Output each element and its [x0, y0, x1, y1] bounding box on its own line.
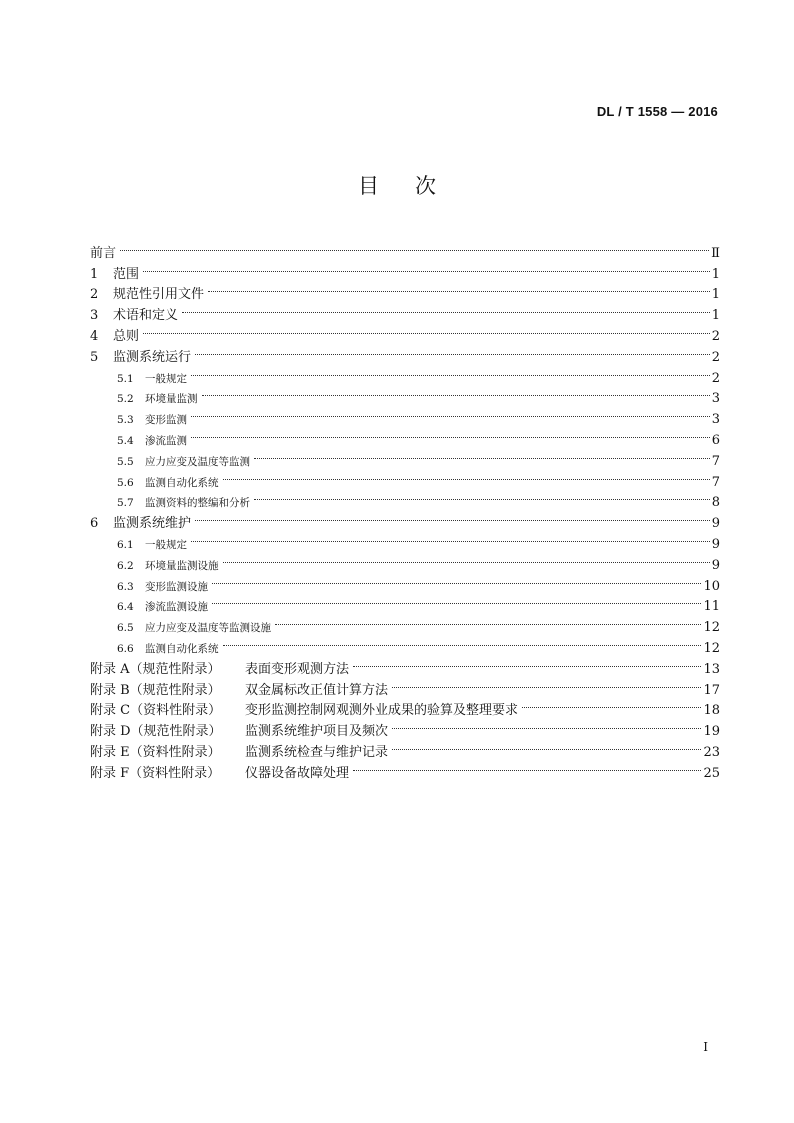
toc-entry-title: 渗流监测	[145, 434, 187, 447]
toc-entry-page: 3	[711, 391, 720, 407]
toc-entry-number: 6.6	[117, 642, 134, 655]
toc-entry-page: Ⅱ	[711, 245, 720, 261]
toc-entry-page: 1	[711, 266, 720, 282]
dot-leader	[252, 444, 710, 465]
toc-entry[interactable]	[90, 340, 720, 365]
toc-entry-title: 监测系统维护项目及频次	[245, 724, 389, 740]
toc-entry-page: 19	[703, 724, 720, 740]
appendix-label: 附录 D（规范性附录）	[90, 724, 222, 740]
toc-entry-title: 变形监测控制网观测外业成果的验算及整理要求	[245, 703, 519, 719]
toc-entry-page: 6	[711, 432, 720, 448]
toc-entry-page: 2	[711, 328, 720, 344]
toc-entry-page: 2	[711, 349, 720, 365]
toc-entry-number: 5.2	[117, 393, 134, 406]
appendix-label: 附录 E（资料性附录）	[90, 744, 221, 760]
dot-leader	[193, 506, 710, 527]
toc-entry-foreword[interactable]	[90, 236, 720, 261]
dot-leader	[210, 569, 701, 590]
toc-entry-title: 渗流监测设施	[145, 601, 208, 614]
toc-entry-number: 6.5	[117, 622, 134, 635]
toc-entry-page: 11	[703, 599, 720, 615]
toc-entry-number: 6	[90, 516, 99, 532]
dot-leader	[141, 257, 710, 278]
toc-entry-page: 7	[711, 474, 720, 490]
toc-entry-page: 10	[703, 578, 720, 594]
toc-entry-number: 1	[90, 266, 99, 282]
toc-entry-number: 5.7	[117, 497, 134, 510]
toc-entry-title: 应力应变及温度等监测	[145, 455, 250, 468]
toc-entry-number: 4	[90, 328, 99, 344]
appendix-label: 附录 C（资料性附录）	[90, 703, 222, 719]
toc-entry-page: 9	[711, 536, 720, 552]
toc-entry-title: 总则	[113, 328, 140, 344]
toc-entry-page: 3	[711, 412, 720, 428]
toc-entry-number: 2	[90, 287, 99, 303]
toc-entry-title: 监测系统维护	[113, 516, 192, 532]
appendix-label: 附录 B（规范性附录）	[90, 682, 221, 698]
toc-entry-title: 监测系统运行	[113, 349, 192, 365]
table-of-contents	[90, 236, 720, 781]
toc-entry-page: 7	[711, 453, 720, 469]
toc-entry-title: 变形监测	[145, 414, 187, 427]
toc-entry-title: 变形监测设施	[145, 580, 208, 593]
page-title: 目次	[358, 174, 472, 198]
dot-leader	[189, 423, 710, 444]
toc-entry-page: 2	[711, 370, 720, 386]
toc-entry[interactable]	[90, 298, 720, 324]
toc-entry-page: 12	[703, 640, 720, 656]
dot-leader	[193, 340, 710, 361]
toc-entry-title: 监测系统检查与维护记录	[245, 744, 389, 760]
toc-entry-title: 双金属标改正值计算方法	[245, 682, 389, 698]
toc-entry-title: 环境量监测设施	[145, 559, 219, 572]
dot-leader	[189, 402, 710, 423]
toc-entry-number: 5.5	[117, 455, 134, 468]
toc-entry-title: 监测自动化系统	[145, 642, 219, 655]
dot-leader	[221, 465, 710, 486]
toc-entry-page: 12	[703, 620, 720, 636]
dot-leader	[118, 236, 709, 257]
dot-leader	[189, 527, 710, 548]
toc-entry-title: 一般规定	[145, 372, 187, 385]
dot-leader	[221, 548, 710, 569]
toc-entry-title: 前言	[90, 245, 117, 261]
dot-leader	[520, 694, 701, 715]
dot-leader	[390, 673, 701, 694]
toc-entry-number: 5.6	[117, 476, 134, 489]
toc-entry[interactable]	[90, 319, 720, 344]
dot-leader	[390, 735, 701, 756]
toc-entry-page: 17	[703, 682, 720, 698]
dot-leader	[200, 382, 710, 403]
toc-entry-number: 6.2	[117, 559, 134, 572]
toc-entry-page: 23	[703, 744, 720, 760]
toc-entry-number: 6.1	[117, 538, 134, 551]
toc-entry-number: 5	[90, 349, 99, 365]
dot-leader	[273, 610, 701, 631]
toc-entry-title: 范围	[113, 266, 140, 282]
appendix-label: 附录 A（规范性附录）	[90, 661, 221, 677]
toc-entry-title: 仪器设备故障处理	[245, 765, 350, 781]
toc-entry-page: 1	[711, 308, 720, 324]
dot-leader	[189, 361, 710, 382]
toc-entry[interactable]	[90, 278, 720, 303]
toc-entry-page: 9	[711, 516, 720, 532]
toc-entry-page: 9	[711, 557, 720, 573]
toc-entry-number: 5.4	[117, 434, 134, 447]
toc-entry-title: 表面变形观测方法	[245, 661, 350, 677]
toc-entry-number: 5.3	[117, 414, 134, 427]
toc-entry-title: 监测资料的整编和分析	[145, 497, 250, 510]
appendix-label: 附录 F（资料性附录）	[90, 765, 221, 781]
page-number: I	[703, 1040, 708, 1054]
toc-entry-title: 应力应变及温度等监测设施	[145, 622, 271, 635]
dot-leader	[141, 319, 710, 340]
toc-entry-number: 5.1	[117, 372, 134, 385]
toc-entry-title: 术语和定义	[113, 308, 179, 324]
toc-entry[interactable]	[90, 257, 720, 282]
toc-entry-number: 6.4	[117, 601, 134, 614]
dot-leader	[390, 714, 701, 735]
toc-entry-page: 25	[703, 765, 720, 781]
toc-entry-page: 13	[703, 661, 720, 677]
dot-leader	[252, 486, 710, 507]
dot-leader	[351, 756, 701, 777]
toc-entry-page: 1	[711, 287, 720, 303]
toc-entry-title: 规范性引用文件	[113, 287, 205, 303]
dot-leader	[180, 298, 710, 319]
dot-leader	[351, 652, 701, 673]
toc-entry-number: 3	[90, 308, 99, 324]
toc-entry-page: 8	[711, 495, 720, 511]
dot-leader	[221, 631, 702, 652]
toc-entry-title: 一般规定	[145, 538, 187, 551]
dot-leader	[210, 590, 701, 611]
toc-entry-page: 18	[703, 703, 720, 719]
toc-entry-title: 监测自动化系统	[145, 476, 219, 489]
toc-entry-title: 环境量监测	[145, 393, 198, 406]
dot-leader	[206, 278, 710, 299]
document-code: DL / T 1558 — 2016	[596, 104, 718, 119]
toc-entry-number: 6.3	[117, 580, 134, 593]
